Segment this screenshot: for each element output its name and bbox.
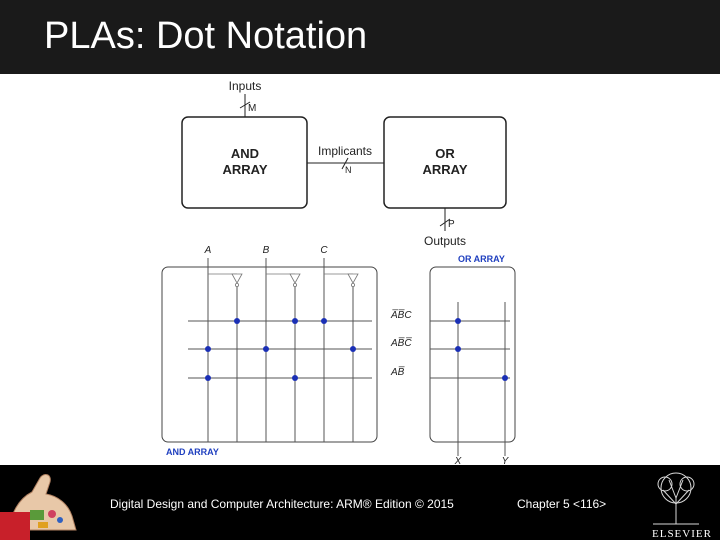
and-array-block-label-2: ARRAY [222,162,268,177]
inverter-c-bubble [351,283,354,286]
implicant-label-3: AB̅ [391,367,405,378]
block-diagram [182,79,506,248]
implicants-label: Implicants [317,144,373,158]
implicant-label-2: AB̅C̅ [391,338,412,349]
implicants-width-label: N [345,165,352,175]
dot-row1-c [321,318,327,324]
inverter-c-icon [348,274,358,283]
outputs-width-label: P [448,219,455,230]
outputs-label: Outputs [423,234,467,248]
dot-row1-a-bar [234,318,240,324]
dot-row2-b [263,346,269,352]
publisher-logo-text: ELSEVIER [652,528,712,540]
inverter-a-bubble [235,283,238,286]
dot-row3-b-bar [292,375,298,381]
dot-row2-c-bar [350,346,356,352]
course-footer-text: Digital Design and Computer Architecture: ARM® Edition © 2015 [110,497,454,511]
and-array-region [162,267,377,442]
output-label-y: Y [501,456,509,465]
input-label-b: B [262,245,270,256]
inverter-b-bubble [293,283,296,286]
inputs-width-label: M [248,103,257,114]
and-array-block-label-1: AND [230,146,260,161]
or-array-region [430,267,515,442]
dot-row3-a [205,375,211,381]
or-array-block-label-1: OR [435,146,455,161]
inverter-b-icon [290,274,300,283]
inputs-label: Inputs [228,79,262,93]
dot-row2-a [205,346,211,352]
input-label-a: A [204,245,212,256]
output-label-x: X [454,456,462,465]
dot-row1-x [455,318,461,324]
inverter-a-icon [232,274,242,283]
implicant-label-1: A̅B̅C [391,310,412,321]
dot-row3-y [502,375,508,381]
chapter-page-number: Chapter 5 <116> [517,497,607,511]
dot-diagram [162,245,515,465]
and-array-label: AND ARRAY [166,447,219,457]
or-array-label: OR ARRAY [458,254,505,264]
flexed-arm-icon [0,470,85,540]
elsevier-tree-logo-icon [645,468,707,526]
input-label-c: C [320,245,328,256]
pla-diagram [0,74,720,465]
dot-row2-x [455,346,461,352]
or-array-block-label-2: ARRAY [422,162,468,177]
slide-title: PLAs: Dot Notation [44,15,368,57]
dot-row1-b-bar [292,318,298,324]
